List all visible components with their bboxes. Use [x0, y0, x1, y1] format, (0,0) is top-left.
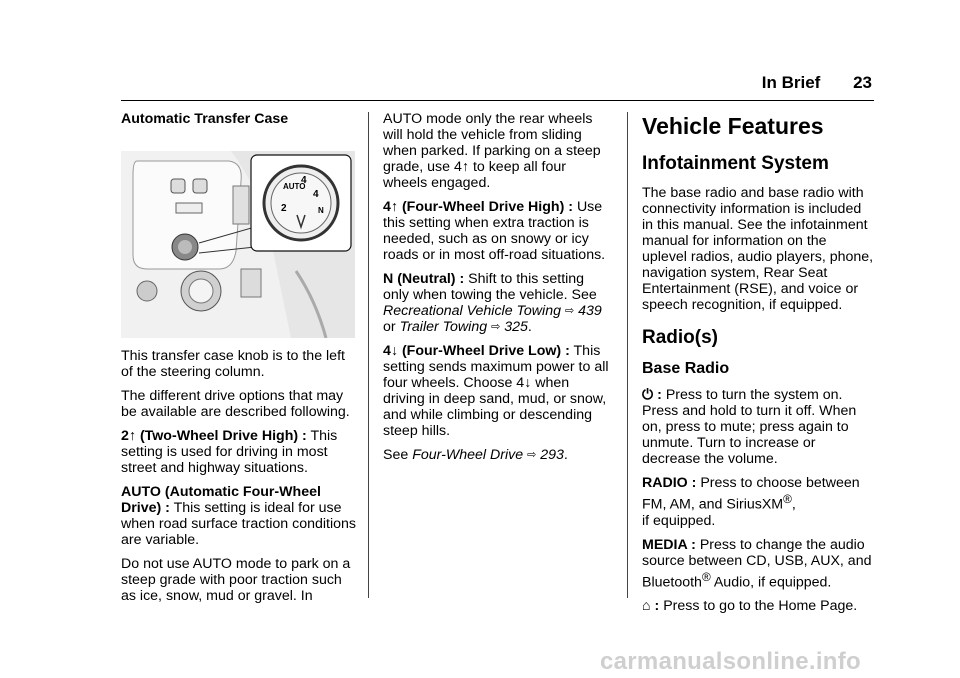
page-number: 23 — [853, 73, 872, 92]
knob-label-auto: AUTO — [283, 182, 306, 191]
neutral-text: Shift to this setting only when towing the vehicle. See — [383, 271, 597, 303]
four-wheel-low-entry — [383, 343, 613, 439]
auto-entry — [121, 484, 357, 548]
infotainment-heading: Infotainment System — [642, 153, 829, 174]
transfer-case-title: Automatic Transfer Case — [121, 111, 289, 127]
power-icon: ⏻ : — [642, 387, 662, 403]
section-title: In Brief — [761, 73, 821, 92]
registered-mark: ® — [701, 569, 711, 584]
base-radio-heading: Base Radio — [642, 360, 730, 377]
trailer-towing-link[interactable]: Trailer Towing — [399, 319, 488, 335]
column-2 — [383, 111, 613, 471]
four-wheel-high-entry — [383, 199, 613, 263]
radios-heading: Radio(s) — [642, 327, 718, 348]
trailer-towing-page[interactable]: 325 — [504, 319, 528, 335]
header-rule — [121, 100, 874, 101]
auto-warning-text: Do not use AUTO mode to park on a steep grade with poor traction such as ice, snow, mud or gravel. In — [121, 556, 351, 604]
four-low-term: (Four-Wheel Drive Low) : — [401, 343, 570, 359]
auto-continued-1: AUTO mode only the rear wheels will hold the vehicle from sliding when parked. If parking on a steep grade, use 4 — [383, 111, 601, 175]
column-1 — [121, 111, 357, 612]
auto-continued-text — [383, 111, 613, 191]
arrow-up-icon: ↑ — [128, 428, 136, 444]
four-high-text: Use this setting when extra traction is needed, such as on snowy or icy roads or in most off-road situations. — [383, 199, 606, 263]
arrow-up-icon: ↑ — [390, 199, 398, 215]
infotainment-text: The base radio and base radio with connectivity information is included in this manual. See the infotainment manual for information on the uplevel radios, audio players, phone, navigation system, Rear Seat Entertainment (RSE), and voice or speech recognition, if equipped. — [642, 185, 874, 313]
neutral-term: N (Neutral) : — [383, 271, 465, 287]
rv-towing-link[interactable]: Recreational Vehicle Towing — [383, 303, 561, 319]
vehicle-features-heading: Vehicle Features — [642, 113, 824, 139]
home-entry — [642, 598, 874, 614]
two-wheel-label: 2 — [121, 428, 129, 444]
neutral-entry: N (Neutral) : Shift to this setting only when towing the vehicle. See Recreational Vehicle Towing ⇨ 439 or Trailer Towing ⇨ 325. — [383, 271, 602, 335]
auto-continued-2: to keep all four wheels engaged. — [383, 159, 567, 191]
media-term: MEDIA : — [642, 536, 696, 553]
running-header — [762, 73, 872, 93]
page-ref-icon: ⇨ — [527, 449, 537, 461]
rv-towing-page[interactable]: 439 — [578, 303, 602, 319]
four-low-text-2: when driving in deep sand, mud, or snow, and while climbing or descending steep hills. — [383, 375, 607, 439]
knob-label-neutral: N — [318, 206, 324, 215]
page-ref-icon: ⇨ — [491, 321, 501, 333]
four-low-text-1: This setting sends maximum power to all four wheels. Choose 4 — [383, 343, 609, 391]
or-text: or — [383, 319, 396, 335]
two-wheel-term: (Two-Wheel Drive High) : — [139, 428, 307, 444]
radio-term: RADIO : — [642, 475, 697, 491]
page-ref-icon: ⇨ — [564, 305, 575, 317]
column-3 — [642, 111, 874, 622]
home-icon: ⌂ : — [642, 598, 660, 615]
knob-label-2hi: 2 — [281, 203, 287, 214]
knob-location-text: This transfer case knob is to the left of the steering column. — [121, 348, 345, 380]
arrow-down-icon: ↓ — [524, 375, 532, 391]
two-wheel-high-entry — [121, 428, 357, 476]
column-divider-2 — [627, 112, 628, 598]
see-text: See — [383, 447, 409, 463]
media-text-2: Audio, if equipped. — [713, 574, 832, 591]
watermark: carmanualsonline.info — [600, 648, 862, 675]
two-wheel-text: This setting is used for driving in most street and highway situations. — [121, 428, 338, 476]
radio-tail: if equipped. — [642, 512, 716, 529]
four-high-label: 4 — [383, 199, 391, 215]
knob-label-4lo: 4 — [313, 189, 319, 200]
transfer-case-illustration — [121, 151, 355, 338]
media-entry — [642, 537, 874, 591]
column-divider-1 — [368, 112, 369, 598]
power-text: Press to turn the system on. Press and hold to turn it off. When on, press to mute; press again to unmute. Turn to increase or decrease the volume. — [642, 387, 857, 467]
transfer-case-figure — [121, 151, 355, 338]
home-text: Press to go to the Home Page. — [663, 598, 858, 615]
radio-entry: RADIO : Press to choose between FM, AM, and SiriusXM®, if equipped. — [642, 475, 860, 529]
arrow-down-icon: ↓ — [390, 343, 398, 359]
auto-text: This setting is ideal for use when road surface traction conditions are variable. — [121, 500, 357, 548]
four-high-term: (Four-Wheel Drive High) : — [401, 199, 573, 215]
media-text-1: Press to change the audio source between CD, USB, AUX, and Bluetooth — [642, 536, 872, 591]
see-four-wheel-drive: See Four-Wheel Drive ⇨ 293. — [383, 447, 568, 463]
registered-mark: ® — [783, 492, 792, 506]
arrow-up-icon: ↑ — [461, 159, 469, 175]
four-wheel-drive-link[interactable]: Four-Wheel Drive — [412, 447, 524, 463]
auto-term: AUTO (Automatic Four-Wheel Drive) : — [121, 484, 321, 516]
radio-text: Press to choose between FM, AM, and SiriusXM — [642, 475, 860, 513]
options-intro-text: The different drive options that may be available are described following. — [121, 388, 350, 420]
four-low-label: 4 — [383, 343, 391, 359]
four-wheel-drive-page[interactable]: 293 — [540, 447, 564, 463]
knob-label-4hi: 4 — [301, 175, 307, 186]
power-entry — [642, 387, 874, 467]
